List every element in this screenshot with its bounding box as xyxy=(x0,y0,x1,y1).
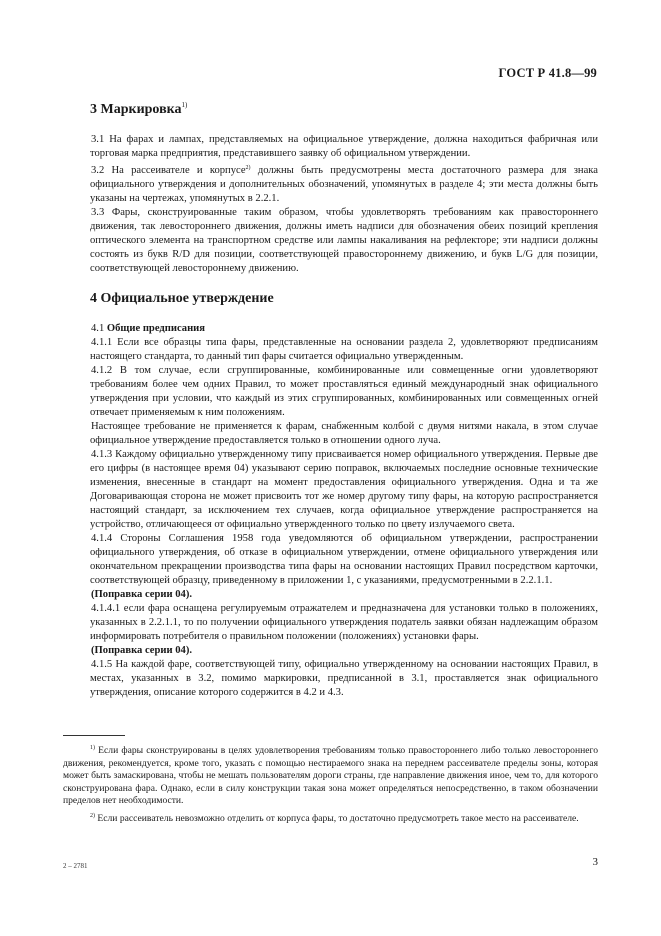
footnote-ref-1: 1) xyxy=(181,101,188,109)
paragraph-4-1-4: 4.1.4 Стороны Соглашения 1958 года уведомляются об официальном утверждении, распространении официального утверждения, об отказе в официальном утверждении, отмене официального утверждения или окончательном прекращении производства типа фары на основании настоящих Правил посредством карточки, соответствующей образцу, приведенному в приложении 1, с указаниями, предусмотренными в 2.2.1.1. xyxy=(90,533,598,586)
paragraph-3-3: 3.3 Фары, сконструированные таким образом, чтобы удовлетворять требованиям как правостороннего движения, так левостороннего движения, должны иметь надписи для обозначения обеих позиций крепления оптического элемента на транспортном средстве или лампы накаливания на рефлекторе; эти надписи должны состоять из букв R/D для позиции, соответствующей правостороннему движению, и букв L/G для позиции, соответствующей левостороннему движению. xyxy=(90,207,598,274)
page-number: 3 xyxy=(592,856,598,868)
footnote-1 xyxy=(63,742,598,808)
paragraph-4-1-2: 4.1.2 В том случае, если сгруппированные, комбинированные или совмещенные огни удовлетворяют требованиям более чем одних Правил, то может проставляться единый международный знак официального утверждения при условии, что каждый из этих сгруппированных, комбинированных или совмещенных огней отвечает применяемым к ним положениям. xyxy=(90,365,598,418)
paragraph-4-1-4-1: 4.1.4.1 если фара оснащена регулируемым отражателем и предназначена для установки только в положениях, указанных в 2.2.1.1, то по получении официального утверждения податель заявки обязан надлежащим образом информировать потребителя о правильном положении (положениях) установки фары. xyxy=(90,603,598,642)
paragraph-4-1-1: 4.1.1 Если все образцы типа фары, представленные на основании раздела 2, удовлетворяют предписаниям настоящего стандарта, то данный тип фары считается официально утвержденным. xyxy=(90,337,598,362)
paragraph-4-1-3: 4.1.3 Каждому официально утвержденному типу присваивается номер официального утверждения. Первые две его цифры (в настоящее время 04) указывают серию поправок, включаемых последние основные технические изменения, внесенные в стандарт на момент предоставления официального утверждения. Одна и та же Договаривающая сторона не может присвоить тот же номер другому типу фары, на которую распространяется настоящий стандарт, за исключением тех случаев, когда официальное утверждение распространяется на устройство, отличающееся от официально утвержденного только по цвету излучаемого света. xyxy=(90,449,598,530)
paragraph-3-2 xyxy=(90,161,598,206)
main-content xyxy=(90,96,598,700)
subsection-4-1-number: 4.1 xyxy=(91,323,107,334)
amendment-note-2: (Поправка серии 04). xyxy=(91,645,193,656)
footnote-1-text: Если фары сконструированы в целях удовлетворения требованиям только правостороннего либо только левостороннего движения, рекомендуется, кроме того, указать с помощью нестираемого знака на переднем рассеивателе пределы зоны, которая может быть замаскирована, чтобы не мешать пользователям дороги страны, где направление движения иное, чем то, для которого сконструирована фара. Однако, если в силу конструкции такая зона может определяться непосредственно, в таком обозначении пределов нет необходимости. xyxy=(63,745,598,806)
section-3-title-text: 3 Маркировка xyxy=(90,102,182,117)
section-3-title xyxy=(90,96,598,119)
amendment-note-1: (Поправка серии 04). xyxy=(91,589,193,600)
section-gap xyxy=(90,276,598,290)
footnotes xyxy=(63,742,598,825)
footnote-2-mark: 2) xyxy=(90,812,95,819)
paragraph-4-1-2-note: Настоящее требование не применяется к фарам, снабженным колбой с двумя нитями накала, в этом случае официальное утверждение предоставляется только в отношении одного луча. xyxy=(90,421,598,446)
footnote-1-mark: 1) xyxy=(90,745,95,751)
paragraph-4-1-5: 4.1.5 На каждой фаре, соответствующей типу, официально утвержденному на основании настоящих Правил, в местах, указанных в 3.2, помимо маркировки, предписанной в 3.1, проставляется знак официального утверждения, описание которого содержится в 4.2 и 4.3. xyxy=(90,659,598,698)
subsection-4-1-title: Общие предписания xyxy=(106,323,206,334)
footnote-2-text: Если рассеиватель невозможно отделить от корпуса фары, то достаточно предусмотреть такое место на рассеивателе. xyxy=(95,812,579,824)
paragraph-3-2-start: 3.2 На рассеивателе и корпусе xyxy=(91,165,246,176)
print-job-id: 2 – 2781 xyxy=(63,862,88,870)
section-4-title: 4 Официальное утверждение xyxy=(90,291,274,306)
subsection-4-1-heading xyxy=(90,322,598,336)
standard-header: ГОСТ Р 41.8—99 xyxy=(498,66,597,80)
footnote-2 xyxy=(63,810,598,826)
footnote-ref-2: 2) xyxy=(245,165,251,171)
paragraph-3-1: 3.1 На фарах и лампах, представляемых на официальное утверждение, должна находиться фабричная или торговая марка предприятия, представившего заявку об официальном утверждении. xyxy=(90,134,598,159)
paragraph-3-2-end: должны быть предусмотрены места достаточного размера для знака официального утверждения и дополнительных обозначений, упомянутых в разделе 4; эти места должны быть указаны на чертежах, упомянутых в 2.2.1. xyxy=(90,165,598,204)
footnote-divider xyxy=(63,735,125,736)
